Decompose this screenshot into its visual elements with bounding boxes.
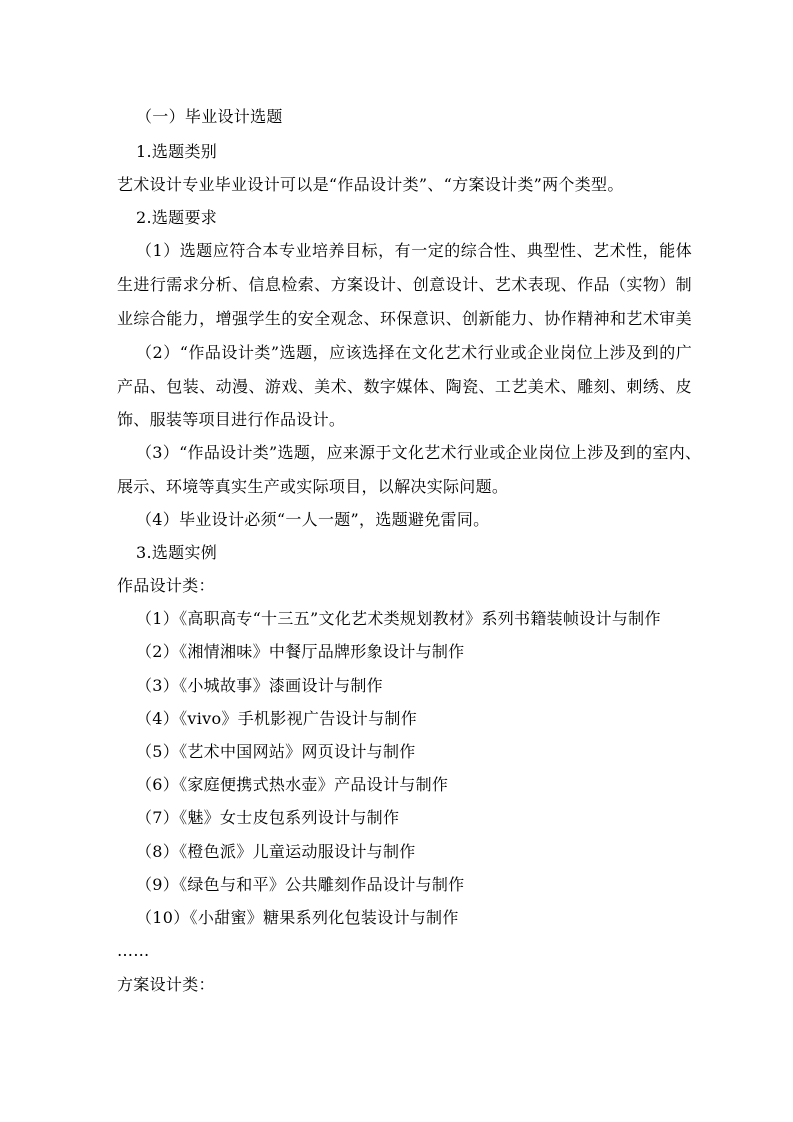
example-item: （2）《湘情湘味》中餐厅品牌形象设计与制作 (136, 642, 465, 661)
example-item: （4）《vivo》手机影视广告设计与制作 (136, 709, 418, 728)
requirement-1-line-1: （1）选题应符合本专业培养目标，有一定的综合性、典型性、艺术性，能体 (136, 241, 692, 260)
example-item: （7）《魅》女士皮包系列设计与制作 (136, 808, 400, 827)
requirement-4: （4）毕业设计必须“一人一题”，选题避免雷同。 (136, 510, 490, 529)
section-heading: （一）毕业设计选题 (136, 107, 283, 126)
example-item: （1）《高职高专“十三五”文化艺术类规划教材》系列书籍装帧设计与制作 (136, 609, 661, 628)
requirement-2-line-2: 产品、包装、动漫、游戏、美术、数字媒体、陶瓷、工艺美术、雕刻、刺绣、皮 (117, 377, 692, 396)
category-text: 艺术设计专业毕业设计可以是“作品设计类”、“方案设计类”两个类型。 (117, 175, 624, 194)
works-category-label: 作品设计类： (117, 576, 215, 595)
example-item: （8）《橙色派》儿童运动服设计与制作 (136, 842, 416, 861)
example-item: （10）《小甜蜜》糖果系列化包装设计与制作 (136, 908, 459, 927)
example-item: （9）《绿色与和平》公共雕刻作品设计与制作 (136, 875, 465, 894)
example-item: （5）《艺术中国网站》网页设计与制作 (136, 742, 416, 761)
requirement-3-line-2: 展示、环境等真实生产或实际项目，以解决实际问题。 (117, 477, 509, 496)
scheme-category-label: 方案设计类： (117, 975, 215, 994)
subsection-title-2: 2.选题要求 (136, 208, 218, 227)
requirement-1-line-2: 生进行需求分析、信息检索、方案设计、创意设计、艺术表现、作品（实物）制 (117, 275, 692, 294)
requirement-2-line-3: 饰、服装等项目进行作品设计。 (117, 410, 346, 429)
example-item: （6）《家庭便携式热水壶》产品设计与制作 (136, 775, 449, 794)
requirement-1-line-3: 业综合能力，增强学生的安全观念、环保意识、创新能力、协作精神和艺术审美 (117, 309, 692, 328)
ellipsis: …… (117, 941, 150, 960)
example-item: （3）《小城故事》漆画设计与制作 (136, 676, 383, 695)
requirement-2-line-1: （2）“作品设计类”选题，应该选择在文化艺术行业或企业岗位上涉及到的广 (136, 343, 692, 362)
requirement-3-line-1: （3）“作品设计类”选题，应来源于文化艺术行业或企业岗位上涉及到的室内、 (136, 443, 702, 462)
subsection-title-3: 3.选题实例 (136, 543, 218, 562)
subsection-title-1: 1.选题类别 (136, 142, 218, 161)
